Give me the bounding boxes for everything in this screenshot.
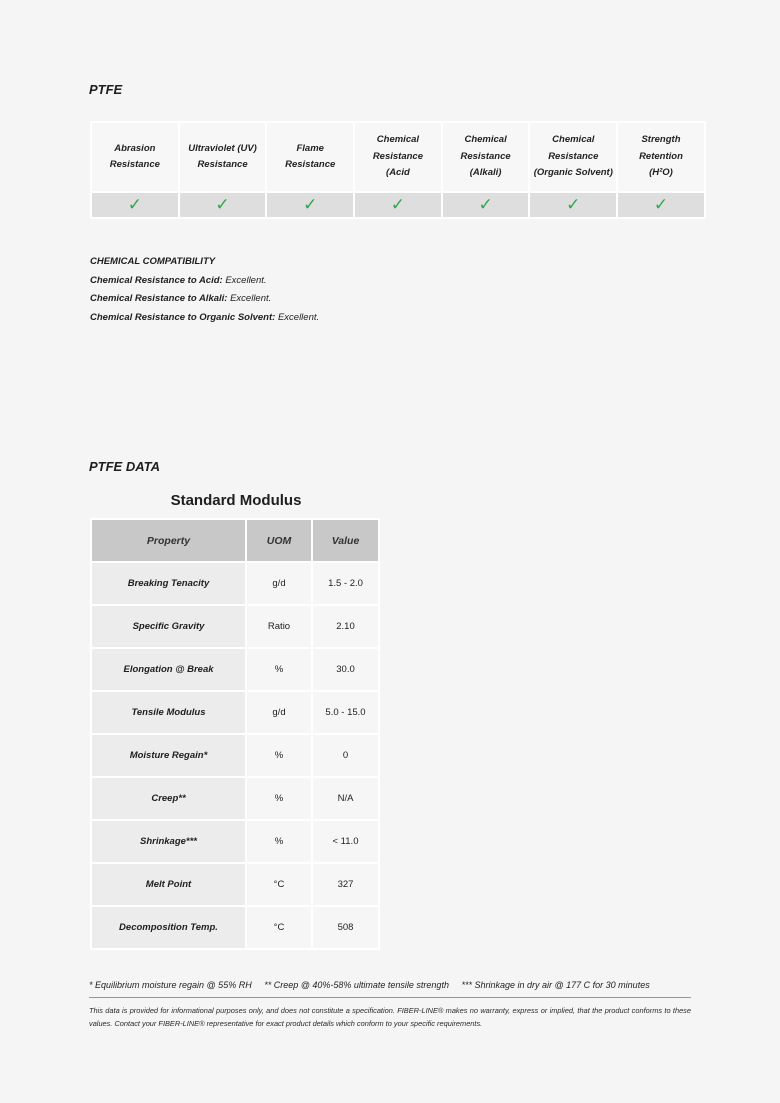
property-cell: Decomposition Temp. — [91, 906, 246, 949]
uom-cell: °C — [246, 906, 312, 949]
resistance-header-cell — [91, 122, 179, 192]
chemical-line-label: Chemical Resistance to Alkali: — [90, 293, 228, 304]
divider — [89, 997, 691, 998]
resistance-header-line: Resistance — [197, 159, 248, 170]
property-cell: Breaking Tenacity — [91, 562, 246, 605]
resistance-header-cell — [179, 122, 267, 192]
resistance-header-row — [91, 122, 705, 192]
resistance-header-line: Chemical — [464, 134, 507, 146]
resistance-check-cell — [442, 192, 530, 218]
table-row — [91, 648, 379, 691]
resistance-header-cell — [442, 122, 530, 192]
value-cell: 30.0 — [312, 648, 379, 691]
chemical-line — [90, 309, 319, 328]
uom-cell: % — [246, 777, 312, 820]
resistance-table — [90, 121, 706, 219]
property-cell: Moisture Regain* — [91, 734, 246, 777]
property-cell: Elongation @ Break — [91, 648, 246, 691]
checkmark-icon: ✓ — [127, 195, 142, 215]
resistance-header-line: Ultraviolet (UV) — [188, 142, 257, 154]
resistance-check-row — [91, 192, 705, 218]
resistance-check-cell — [529, 192, 617, 218]
resistance-header-line: Resistance — [460, 150, 511, 162]
resistance-check-cell — [354, 192, 442, 218]
resistance-header-cell — [266, 122, 354, 192]
resistance-header-cell — [529, 122, 617, 192]
table-row — [91, 820, 379, 863]
chemical-line-value: Excellent. — [225, 274, 267, 286]
value-cell: 327 — [312, 863, 379, 906]
resistance-header-line: Resistance — [109, 159, 160, 170]
resistance-header-cell — [617, 122, 705, 192]
resistance-header-line: Strength — [641, 134, 681, 146]
value-cell: 1.5 - 2.0 — [312, 562, 379, 605]
property-cell: Specific Gravity — [91, 605, 246, 648]
checkmark-icon: ✓ — [390, 195, 406, 215]
footnote: ** Creep @ 40%-58% ultimate tensile strength — [264, 980, 449, 990]
table-row — [91, 562, 379, 605]
property-cell: Creep** — [91, 777, 246, 820]
checkmark-icon: ✓ — [566, 195, 581, 215]
uom-cell: % — [246, 820, 312, 863]
chemical-line-value: Excellent. — [277, 311, 320, 323]
column-header-value: Value — [312, 519, 379, 562]
table-row — [91, 605, 379, 648]
column-header-uom: UOM — [246, 519, 312, 562]
table-row — [91, 734, 379, 777]
resistance-header-line: Resistance — [548, 150, 599, 162]
properties-table — [90, 518, 380, 950]
footnotes — [89, 980, 691, 990]
uom-cell: Ratio — [246, 605, 312, 648]
checkmark-icon: ✓ — [478, 195, 493, 215]
resistance-check-cell — [179, 192, 267, 218]
resistance-check-cell — [266, 192, 354, 218]
checkmark-icon: ✓ — [653, 195, 669, 215]
chemical-compatibility-heading: CHEMICAL COMPATIBILITY — [90, 256, 216, 267]
value-cell: 5.0 - 15.0 — [312, 691, 379, 734]
resistance-header-line: Resistance — [372, 150, 423, 162]
resistance-check-cell — [617, 192, 705, 218]
footnote: *** Shrinkage in dry air @ 177 C for 30 minutes — [461, 980, 650, 990]
resistance-header-line: Resistance — [285, 159, 336, 170]
disclaimer: This data is provided for informational purposes only, and does not constitute a specification. FIBER-LINE® makes no warranty, express or implied, that the product conforms to these values. Contact your FIBER-LINE® representative for exact product details which conform to your specific requirements. — [89, 1006, 691, 1028]
chemical-line-label: Chemical Resistance to Acid: — [90, 274, 223, 286]
value-cell: < 11.0 — [312, 820, 379, 863]
table-row — [91, 906, 379, 949]
chemical-line — [90, 272, 319, 291]
table-row — [91, 777, 379, 820]
resistance-header-line: (Acid — [386, 167, 410, 179]
resistance-header-cell — [354, 122, 442, 192]
resistance-header-line: Chemical — [376, 134, 420, 146]
chemical-line-value: Excellent. — [230, 293, 272, 304]
resistance-header-line: Flame — [296, 142, 324, 154]
chemical-compatibility — [90, 253, 319, 327]
uom-cell: g/d — [246, 562, 312, 605]
section-title-ptfe-data: PTFE DATA — [89, 459, 161, 474]
footnote: * Equilibrium moisture regain @ 55% RH — [89, 980, 252, 990]
property-cell: Melt Point — [91, 863, 246, 906]
uom-cell: % — [246, 734, 312, 777]
uom-cell: °C — [246, 863, 312, 906]
checkmark-icon: ✓ — [303, 195, 318, 215]
value-cell: 2.10 — [312, 605, 379, 648]
resistance-check-cell — [91, 192, 179, 218]
value-cell: N/A — [312, 777, 379, 820]
value-cell: 0 — [312, 734, 379, 777]
properties-header-row — [91, 519, 379, 562]
value-cell: 508 — [312, 906, 379, 949]
resistance-header-line: Retention — [639, 150, 683, 162]
resistance-header-line: (Alkali) — [469, 167, 502, 179]
checkmark-icon: ✓ — [215, 195, 230, 215]
uom-cell: g/d — [246, 691, 312, 734]
uom-cell: % — [246, 648, 312, 691]
table-row — [91, 863, 379, 906]
property-cell: Tensile Modulus — [91, 691, 246, 734]
resistance-header-line: Abrasion — [114, 142, 156, 154]
column-header-property: Property — [91, 519, 246, 562]
table-title: Standard Modulus — [170, 492, 302, 509]
resistance-header-line: (Organic Solvent) — [533, 167, 613, 179]
resistance-header-line: (H²O) — [649, 167, 673, 179]
chemical-line — [90, 290, 319, 309]
table-row — [91, 691, 379, 734]
resistance-header-line: Chemical — [552, 134, 595, 146]
section-title-ptfe: PTFE — [89, 82, 123, 97]
property-cell: Shrinkage*** — [91, 820, 246, 863]
chemical-line-label: Chemical Resistance to Organic Solvent: — [90, 311, 276, 323]
